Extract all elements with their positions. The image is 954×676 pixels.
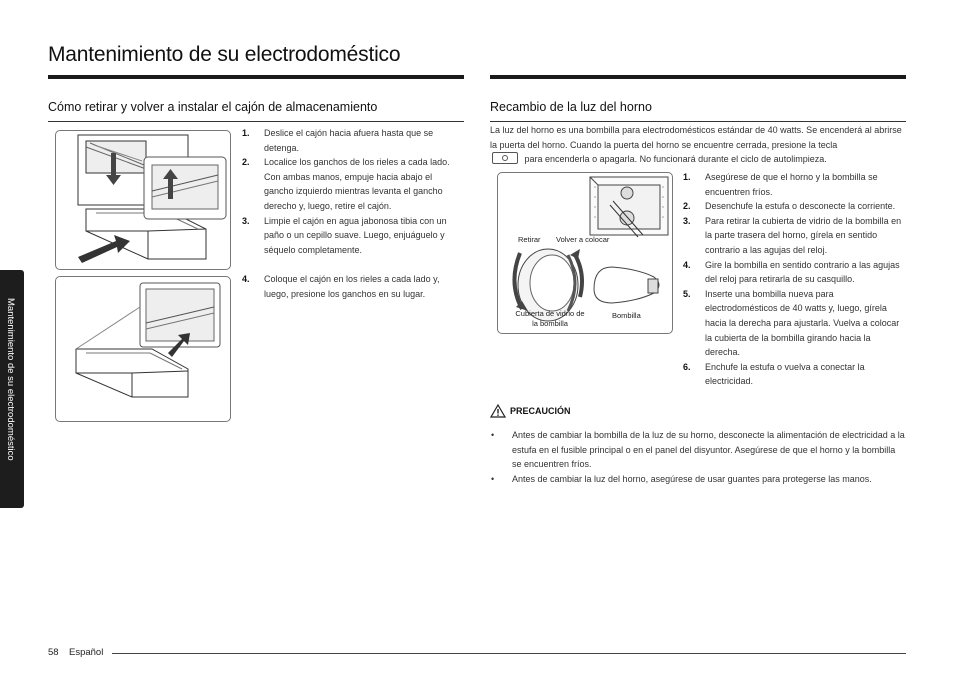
drawer-steps-list-bottom xyxy=(242,272,464,301)
caution-item: • Antes de cambiar la luz del horno, asegúrese de usar guantes para protegerse las manos. xyxy=(490,472,906,487)
step-item xyxy=(683,287,906,360)
step-number: 2. xyxy=(242,157,250,168)
step-number: 1. xyxy=(242,128,250,138)
step-item xyxy=(242,272,464,301)
bulb-replacement-illustration xyxy=(497,172,673,334)
drawer-steps-list-top xyxy=(242,126,464,257)
step-item xyxy=(683,214,906,258)
step-number: 5. xyxy=(683,288,691,299)
step-number: 3. xyxy=(683,215,691,226)
side-section-tab xyxy=(0,270,24,508)
step-item xyxy=(683,199,906,214)
footer-rule xyxy=(112,653,906,654)
step-text: Limpie el cajón en agua jabonosa tibia con un paño o un cepillo suave. Luego, enjuáguelo y séquelo completamente. xyxy=(264,215,447,255)
figure-label-glass-cover: Cubierta de vidrio de la bombilla xyxy=(515,309,585,328)
step-item xyxy=(683,360,906,389)
drawer-removal-illustration xyxy=(55,130,231,270)
step-number: 4. xyxy=(683,259,691,270)
figure-label-remove: Retirar xyxy=(518,235,541,244)
step-number: 6. xyxy=(683,361,691,372)
page-title: Mantenimiento de su electrodoméstico xyxy=(48,43,401,66)
step-number: 1. xyxy=(683,172,691,182)
drawer-steps-top xyxy=(242,126,464,257)
step-text: Gire la bombilla en sentido contrario a las agujas del reloj para retirarla de su casquillo. xyxy=(705,259,900,285)
drawer-install-drawing xyxy=(56,277,230,421)
caution-title: PRECAUCIÓN xyxy=(510,406,571,416)
step-text: Para retirar la cubierta de vidrio de la bombilla en la parte trasera del horno, gírela en sentido contrario a las agujas del reloj. xyxy=(705,215,902,255)
left-section-heading: Cómo retirar y volver a instalar el cajón de almacenamiento xyxy=(48,100,378,114)
bulb-steps-list xyxy=(683,170,906,389)
step-text: Asegúrese de que el horno y la bombilla se encuentren fríos. xyxy=(705,172,878,197)
left-top-rule xyxy=(48,75,464,79)
intro-text-a: La luz del horno es una bombilla para electrodomésticos estándar de 40 watts. Se encenderá al abrirse la puerta del horno. Cuando la puerta del horno se encuentre cerrada, presione la tecla xyxy=(490,125,902,150)
footer-language: Español xyxy=(69,647,104,658)
footer-page-number: 58 xyxy=(48,647,59,658)
warning-triangle-icon xyxy=(490,404,506,418)
caution-block xyxy=(490,404,906,486)
step-text: Localice los ganchos de los rieles a cada lado. Con ambas manos, empuje hacia abajo el gancho izquierdo mientras levanta el gancho derecho y, luego, retire el cajón. xyxy=(264,157,450,211)
step-item xyxy=(242,214,464,258)
step-item xyxy=(683,258,906,287)
right-heading-rule xyxy=(490,121,906,122)
right-section-heading: Recambio de la luz del horno xyxy=(490,100,652,114)
intro-text-b: para encenderla o apagarla. No funcionará durante el ciclo de autolimpieza. xyxy=(524,154,827,165)
oven-light-key-icon xyxy=(492,152,518,164)
step-item xyxy=(683,170,906,199)
step-number: 4. xyxy=(242,274,250,284)
caution-list xyxy=(490,428,906,486)
step-number: 2. xyxy=(683,201,691,212)
step-text: Inserte una bombilla nueva para electrodomésticos de 40 watts y, luego, gírela hacia la derecha para ajustarla. Vuelva a colocar la cubierta de la bombilla girando hacia la derecha. xyxy=(705,288,900,358)
left-heading-rule xyxy=(48,121,464,122)
step-item xyxy=(242,126,464,155)
light-intro-paragraph xyxy=(490,123,906,167)
figure-label-bulb: Bombilla xyxy=(612,311,641,320)
step-text: Coloque el cajón en los rieles a cada lado y, luego, presione los ganchos en su lugar. xyxy=(264,274,440,299)
side-tab-label: Mantenimiento de su electrodoméstico xyxy=(5,298,16,461)
drawer-install-illustration xyxy=(55,276,231,422)
bulb-steps xyxy=(683,170,906,389)
step-number: 3. xyxy=(242,215,250,226)
step-item xyxy=(242,155,464,213)
right-top-rule xyxy=(490,75,906,79)
step-text: Enchufe la estufa o vuelva a conectar la electricidad. xyxy=(705,361,865,387)
figure-label-install: Volver a colocar xyxy=(556,235,610,244)
drawer-removal-drawing xyxy=(56,131,230,269)
step-text: Desenchufe la estufa o desconecte la corriente. xyxy=(705,201,896,212)
drawer-steps-bottom xyxy=(242,272,464,301)
caution-item: • Antes de cambiar la bombilla de la luz de su horno, desconecte la alimentación de electricidad a la estufa en el fusible principal o en el panel del disyuntor. Asegúrese de que el horno y la bombilla se encuentren fríos. xyxy=(490,428,906,472)
step-text: Deslice el cajón hacia afuera hasta que se detenga. xyxy=(264,128,434,153)
